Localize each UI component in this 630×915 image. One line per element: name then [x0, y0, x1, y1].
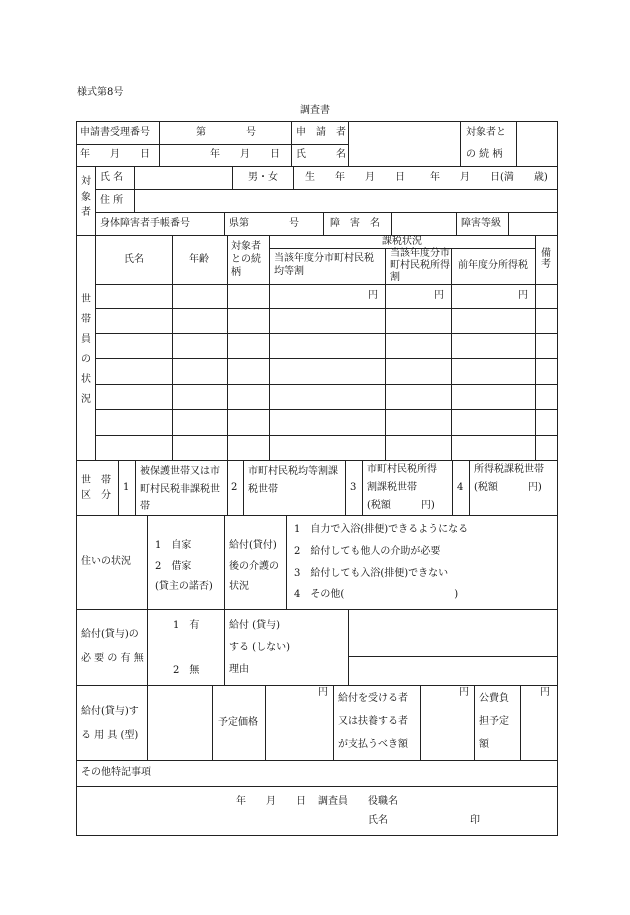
handbook-number-label: 身体障害者手帳番号	[100, 218, 190, 229]
household-col-name: 氏名	[124, 254, 144, 265]
investigation-date: 年 月 日	[236, 796, 306, 807]
reason-label-3: 理由	[229, 664, 249, 675]
application-number-label: 申請書受理番号	[80, 127, 150, 138]
category-4-line-2: (税額 円)	[474, 482, 542, 493]
category-3-line-1: 市町村民税所得	[367, 464, 437, 475]
household-col-relation: 対象者との続柄	[231, 241, 261, 278]
necessity-no: 2 無	[173, 665, 200, 676]
necessity-label-1: 給付(貸与)の	[81, 629, 139, 640]
category-3-line-3: (税額 円)	[367, 500, 435, 511]
reason-label-1: 給付 (貸与)	[229, 620, 280, 631]
care-label-2: 後の介護の	[229, 561, 279, 572]
category-2-number: 2	[231, 482, 238, 493]
care-label-1: 給付(貸付)	[229, 540, 277, 551]
application-number-dai: 第	[196, 127, 206, 138]
payer-label-3: が支払うべき額	[338, 739, 408, 750]
care-label-3: 状況	[229, 581, 249, 592]
payer-label-1: 給付を受ける者	[338, 693, 408, 704]
handbook-prefecture: 県第 号	[229, 218, 299, 229]
yen-unit-c: 円	[518, 290, 528, 301]
gender-label: 男・女	[248, 172, 278, 183]
household-col-tax-b: 当該年度分市町村民税所得割	[390, 248, 450, 283]
household-col-tax-a: 当該年度分市町村民税均等割	[274, 253, 374, 277]
position-label: 役職名	[368, 796, 398, 807]
investigator-label: 調査員	[318, 796, 348, 807]
household-col-age: 年齢	[189, 254, 209, 265]
category-4-number: 4	[457, 482, 464, 493]
page-title: 調査書	[300, 105, 330, 116]
housing-option-own: 1 自家	[155, 540, 192, 551]
public-label-2: 担予定	[479, 716, 509, 727]
care-option-3: 3 給付しても入浴(排便)できない	[294, 568, 449, 579]
receipt-date: 年 月 日	[80, 149, 150, 160]
housing-label: 住いの状況	[81, 556, 131, 567]
seal-label: 印	[470, 815, 480, 826]
category-3-line-2: 割課税世帯	[367, 482, 417, 493]
applicant-name-label: 氏 名	[296, 149, 346, 160]
category-label: 世 帯区 分	[81, 475, 111, 501]
household-col-tax-c: 前年度分所得税	[458, 260, 528, 271]
payer-label-2: 又は扶養する者	[338, 716, 408, 727]
care-option-4: 4 その他( )	[294, 589, 459, 600]
birth-date-label: 年 月 日(満 歳)	[430, 172, 548, 183]
reason-label-2: する (しない)	[229, 642, 290, 653]
form-number: 様式第8号	[77, 87, 124, 98]
equipment-label-2: る 用 具 (型)	[81, 730, 139, 741]
yen-unit-a: 円	[368, 290, 378, 301]
payer-yen: 円	[459, 687, 469, 698]
address-label: 住 所	[100, 195, 124, 206]
applicant-label: 申 請 者	[296, 127, 346, 138]
yen-unit-b: 円	[434, 290, 444, 301]
category-4-line-1: 所得税課税世帯	[474, 464, 544, 475]
disability-grade-label: 障害等級	[461, 218, 501, 229]
care-option-1: 1 自力で入浴(排便)できるようになる	[294, 524, 469, 535]
category-2-text: 市町村民税均等割課税世帯	[248, 466, 338, 495]
target-side-label: 対象者	[81, 176, 91, 218]
public-yen: 円	[540, 687, 550, 698]
care-option-2: 2 給付しても他人の介助が必要	[294, 546, 441, 557]
relation-label-1: 対象者と	[466, 127, 506, 138]
receipt-date-2: 年 月 日	[210, 149, 280, 160]
disability-name-label: 障 害 名	[330, 218, 380, 229]
household-side-label: 世帯員の状況	[81, 294, 91, 405]
relation-label-2: の 続 柄	[466, 149, 503, 160]
target-name-label: 氏 名	[100, 172, 124, 183]
application-number-go: 号	[246, 127, 256, 138]
equipment-label-1: 給付(貸与)す	[81, 706, 139, 717]
housing-landlord-note: (貸主の諾否)	[155, 581, 213, 592]
necessity-label-2: 必 要 の 有 無	[81, 653, 144, 664]
other-notes-label: その他特記事項	[81, 767, 151, 778]
signer-name-label: 氏名	[368, 815, 388, 826]
category-1-text: 被保護世帯又は市町村民税非課税世帯	[140, 466, 220, 512]
public-label-3: 額	[479, 739, 489, 750]
category-1-number: 1	[123, 482, 130, 493]
applicant-name-value[interactable]	[352, 127, 456, 161]
household-col-tax-group: 課税状況	[382, 236, 422, 247]
birth-label: 生 年 月 日	[305, 172, 405, 183]
price-label: 予定価格	[218, 717, 258, 728]
category-3-number: 3	[350, 482, 357, 493]
necessity-yes: 1 有	[173, 620, 200, 631]
housing-option-rent: 2 借家	[155, 561, 192, 572]
price-yen: 円	[318, 687, 328, 698]
public-label-1: 公費負	[479, 693, 509, 704]
household-col-remarks: 備考	[541, 248, 551, 270]
